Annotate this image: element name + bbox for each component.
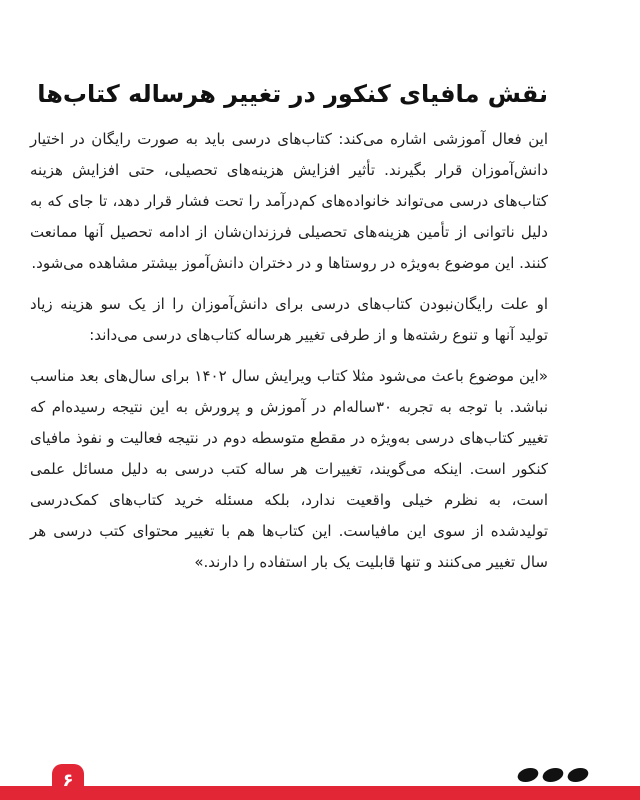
paragraph: این فعال آموزشی اشاره می‌کند: کتاب‌های درسی باید به صورت رایگان در اختیار دانش‌آموزان قرار بگیرند. تأثیر افزایش هزینه‌های تحصیلی، حتی افزایش هزینه کتاب‌های درسی می‌تواند خانواده‌های کم‌درآمد را تحت فشار قرار دهد، تا جای که به دلیل ناتوانی از تأمین هزینه‌های تحصیلی فرزندان‌شان از ادامه تحصیل آنها ممانعت کنند. این موضوع به‌ویژه در روستاها و در دختران دانش‌آموز بیشتر مشاهده می‌شود. — [30, 130, 548, 272]
dot-icon — [515, 768, 540, 782]
page-number: ۶ — [52, 764, 84, 800]
footer-bar — [0, 786, 640, 800]
paragraph: او علت رایگان‌نبودن کتاب‌های درسی برای دانش‌آموزان را از یک سو هزینه زیاد تولید آنها و تنوع رشته‌ها و از طرفی تغییر هرساله کتاب‌های درسی می‌داند: — [30, 295, 548, 344]
article-body — [30, 124, 548, 588]
article-title: نقش مافیای کنکور در تغییر هرساله کتاب‌ها — [37, 80, 548, 108]
three-dots-ornament-icon — [518, 768, 588, 782]
dot-icon — [565, 768, 590, 782]
dot-icon — [540, 768, 565, 782]
quote-paragraph: «این موضوع باعث می‌شود مثلا کتاب ویرایش سال ۱۴۰۲ برای سال‌های بعد مناسب نباشد. با توجه به تجربه ۳۰ساله‌ام در آموزش و پرورش به این نتیجه رسیده‌ام که تغییر کتاب‌های درسی به‌ویژه در مقطع متوسطه دوم در نتیجه فعالیت و نفوذ مافیای کنکور است. اینکه می‌گویند، تغییرات هر ساله کتب درسی به دلیل مسائل علمی است، به نظرم خیلی واقعیت ندارد، بلکه مسئله خرید کتاب‌های کمک‌درسی تولیدشده از سوی این مافیاست. این کتاب‌ها هم با تغییر محتوای کتب درسی هر سال تغییر می‌کنند و تنها قابلیت یک بار استفاده را دارند.» — [30, 367, 548, 571]
